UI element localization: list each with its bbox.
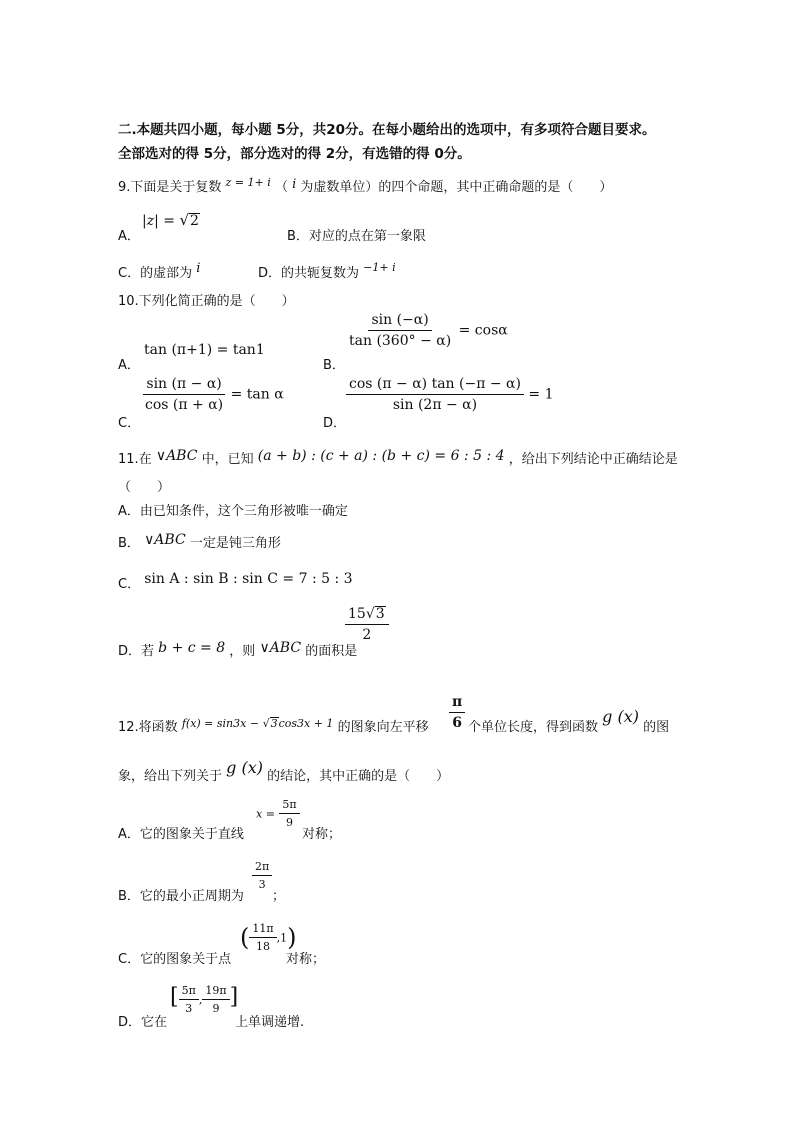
q12-g1: g (x) [602, 707, 639, 726]
q12-b-den: 3 [258, 878, 266, 891]
q12-line2-b: 的结论，其中正确的是（ ） [267, 769, 450, 784]
q10-c-math [142, 376, 284, 413]
q12-stem-line2 [118, 758, 450, 784]
q12-c-y: ,1 [276, 931, 288, 945]
q12-a-den: 9 [285, 816, 293, 829]
q11-option-c [118, 573, 353, 592]
q10-a-label: A． [118, 358, 140, 373]
q12-d2-num: 19π [202, 984, 229, 1000]
q12-b-fraction [252, 860, 272, 891]
q12-d2-den: 9 [212, 1002, 220, 1015]
q12-c-tail: 对称； [286, 952, 326, 967]
q12-option-c [118, 948, 231, 967]
q11-option-d [118, 640, 357, 659]
q11-d-den: 2 [362, 627, 372, 644]
q12-d-interval: [ $\frac{5\pi}{3}$ , $\frac{19\pi}{9}$ ] [170, 984, 239, 1015]
q12-stem-b: 的图象向左平移 [337, 720, 429, 735]
q11-d-num: 15 [348, 606, 366, 622]
q11-stem-c: ，给出下列结论中正确结论是 [508, 452, 678, 467]
q11-d-label: D．若 [118, 644, 155, 659]
q9-stem-text-c: 为虚数单位）的四个命题，其中正确命题的是（ ） [300, 180, 613, 195]
q10-d-rhs: = 1 [528, 386, 554, 403]
q12-shift-den: 6 [452, 715, 462, 731]
q10-c-denominator: cos (π + α) [145, 397, 224, 413]
q9-z-expr: z = 1+ i [225, 176, 271, 189]
q9-a-label: A． [118, 229, 140, 244]
q9-a-expr: |z| = [142, 213, 180, 229]
q12-f-expr: f(x) = sin3x − [181, 717, 263, 730]
q10-c-rhs: = tan α [230, 386, 284, 403]
q10-stem: 10.下列化简正确的是（ ） [118, 294, 295, 309]
q11-option-a: A．由已知条件，这个三角形被唯一确定 [118, 504, 348, 519]
q9-c-i: i [196, 261, 201, 276]
q12-d-tail: 上单调递增. [235, 1015, 305, 1030]
q9-option-a [118, 225, 140, 244]
q12-a-tail: 对称； [302, 827, 342, 842]
q11-d-radicand: 3 [375, 606, 385, 622]
q12-stem-d: 的图 [643, 720, 670, 735]
q11-b-triangle: ∨ABC [144, 532, 186, 548]
q11-d-condition: b + c = 8 [158, 640, 226, 656]
q10-b-math [346, 312, 508, 349]
q10-d-numerator: cos (π − α) tan (−π − α) [346, 376, 524, 395]
q11-c-expr: sin A : sin B : sin C = 7 : 5 : 3 [144, 571, 353, 587]
q11-b-text: 一定是钝三角形 [189, 536, 281, 551]
q11-triangle: ∨ABC [155, 448, 198, 464]
q9-i-symbol: i [292, 177, 297, 192]
q12-f-expr2: cos3x + 1 [278, 717, 334, 730]
q10-b-denominator: tan (360° − α) [349, 333, 452, 349]
q12-line2-a: 象，给出下列关于 [118, 769, 223, 784]
q12-stem-line1-tail [468, 707, 670, 735]
q12-d1-den: 3 [185, 1002, 193, 1015]
q11-d-fraction: $\frac{15√3}{2}$ [345, 606, 389, 643]
q9-stem [118, 176, 612, 195]
q9-a-radicand: 2 [190, 213, 199, 229]
q11-d-mid: ，则 [229, 644, 256, 659]
q10-a-expr: tan (π+1) = tan1 [144, 342, 265, 358]
q10-b-numerator: sin (−α) [368, 312, 431, 331]
q11-stem-a: 11.在 [118, 452, 152, 467]
q12-g2: g (x) [226, 758, 263, 777]
q12-b-text: B．它的最小正周期为 [118, 889, 244, 904]
q10-c-numerator: sin (π − α) [143, 376, 224, 395]
q12-stem-c: 个单位长度，得到函数 [468, 720, 599, 735]
q12-d1-num: 5π [179, 984, 199, 1000]
q12-stem-line1: 12.将函数 $^{f(x) = sin3x - √3cos3x + 1}$ 的图象向左平移 [118, 717, 429, 735]
q11-d-triangle: ∨ABC [259, 640, 302, 656]
q11-stem-b: 中，已知 [201, 452, 254, 467]
q12-a-math [256, 798, 300, 829]
q12-a-text: A．它的图象关于直线 [118, 827, 244, 842]
q9-stem-text-b: （ [274, 180, 288, 195]
q12-b-tail: ； [272, 889, 286, 904]
q10-d-label: D． [323, 416, 347, 431]
q9-d-expr: −1+ i [363, 261, 396, 274]
q12-option-a [118, 823, 244, 842]
q9-option-d [258, 262, 396, 281]
q10-c-label: C． [118, 416, 141, 431]
q12-f-radicand: 3 [270, 717, 278, 730]
q11-b-label: B． [118, 536, 140, 551]
q10-b-rhs: = cosα [458, 322, 508, 339]
q9-d-text: D．的共轭复数为 [258, 266, 360, 281]
q12-c-num: 11π [249, 922, 276, 938]
q12-option-d [118, 1011, 167, 1030]
q11-ratio: (a + b) : (c + a) : (b + c) = 6 : 5 : 4 [257, 448, 505, 464]
q11-d-text: 的面积是 [305, 644, 358, 659]
section-header-line2: 全部选对的得 5分，部分选对的得 2分，有选错的得 0分。 [118, 146, 471, 162]
q9-option-c [118, 262, 200, 281]
q12-a-num: 5π [279, 798, 299, 814]
section-header-line1: 二.本题共四小题，每小题 5分，共20分。在每小题给出的选项中，有多项符合题目要求。 [118, 122, 656, 138]
q9-a-math: |z| = √2 [142, 211, 199, 229]
q12-c-point: ( $\frac{11\pi}{18}$ ,1) [240, 922, 297, 953]
q9-stem-text-a: 9.下面是关于复数 [118, 180, 222, 195]
q12-shift-fraction [449, 694, 465, 731]
q12-stem-a: 12.将函数 [118, 720, 178, 735]
q11-option-b [118, 532, 281, 551]
q12-a-x: x = [256, 807, 275, 821]
q10-d-math [346, 376, 554, 413]
q12-c-text: C．它的图象关于点 [118, 952, 232, 967]
q9-option-b: B．对应的点在第一象限 [287, 229, 426, 244]
q11-stem [118, 448, 678, 467]
q12-b-num: 2π [252, 860, 272, 876]
q9-c-text: C．的虚部为 [118, 266, 193, 281]
q10-d-denominator: sin (2π − α) [392, 397, 478, 413]
q12-shift-num: π [449, 694, 465, 713]
q12-d-text: D．它在 [118, 1015, 168, 1030]
q12-c-den: 18 [255, 940, 270, 953]
q11-c-label: C． [118, 577, 141, 592]
q10-b-label: B． [323, 358, 345, 373]
q11-paren: （ ） [118, 480, 171, 495]
q12-option-b [118, 885, 244, 904]
